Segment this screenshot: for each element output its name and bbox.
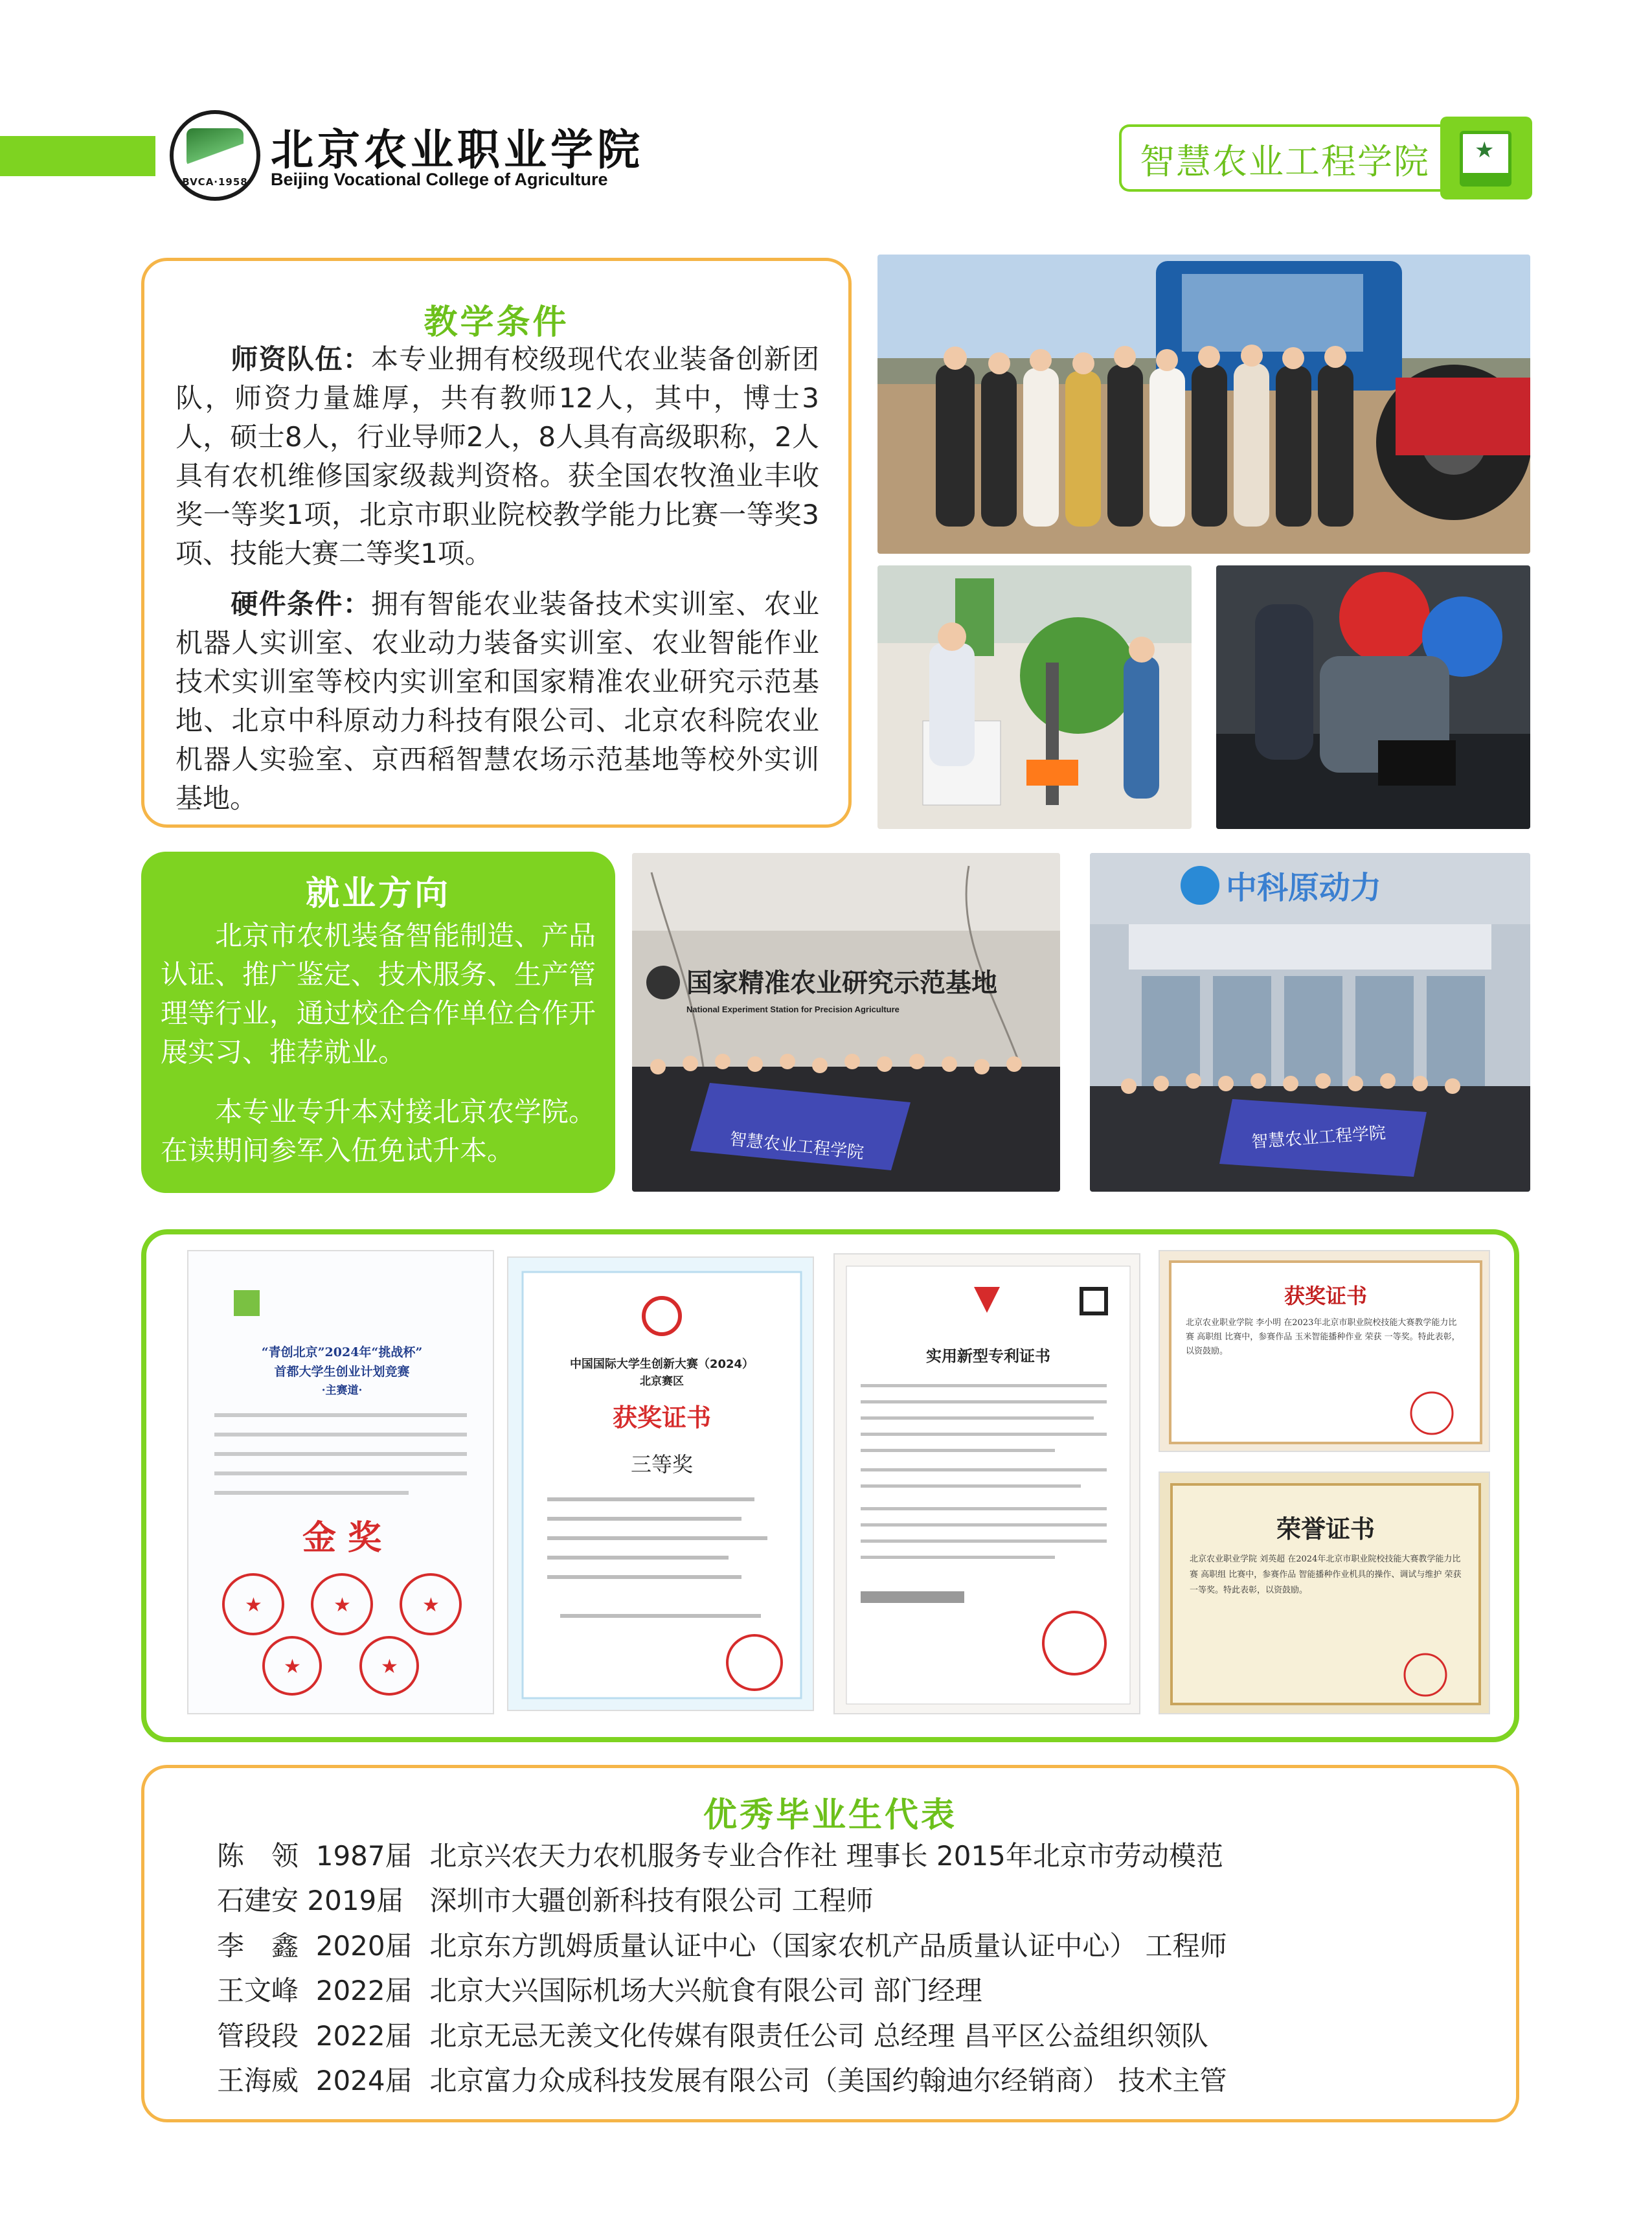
alumni-detail: 深圳市大疆创新科技有限公司 工程师 xyxy=(429,1885,874,1916)
certificate-award-li xyxy=(1159,1250,1490,1452)
employment-text-1-body: 北京市农机装备智能制造、产品认证、推广鉴定、技术服务、生产管理等行业，通过校企合作单位合作开展实习、推荐就业。 xyxy=(161,920,596,1068)
alumni-year: 2020届 xyxy=(315,1930,413,1962)
employment-text-2 xyxy=(161,1093,596,1170)
alumni-name: 管段段 xyxy=(217,2020,299,2052)
c1-sub2: ·主赛道· xyxy=(321,1384,363,1397)
alumni-year: 2022届 xyxy=(315,1975,413,2006)
team-tractor-photo xyxy=(877,255,1530,554)
svg-text:★: ★ xyxy=(284,1655,301,1678)
alumni-name: 李 鑫 xyxy=(217,1930,299,1962)
c3-title: 实用新型专利证书 xyxy=(926,1347,1050,1365)
certificate-challenge-cup xyxy=(187,1250,494,1714)
alumni-row xyxy=(217,1970,982,2008)
c2-event: 中国国际大学生创新大赛（2024） xyxy=(569,1357,754,1371)
svg-text:★: ★ xyxy=(422,1594,440,1617)
c1-award: 金 奖 xyxy=(302,1518,382,1558)
alumni-detail: 北京东方凯姆质量认证中心（国家农机产品质量认证中心） 工程师 xyxy=(429,1930,1227,1962)
c4-text: 北京农业职业学院 李小明 在2023年北京市职业院校技能大赛教学能力比赛 高职组 比赛中，参赛作品 玉米智能播种作业 荣获 一等奖。特此表彰，以资鼓励。 xyxy=(1186,1318,1460,1356)
hardware-text: 拥有智能农业装备技术实训室、农业机器人实训室、农业动力装备实训室、农业智能作业技术实训室等校内实训室和国家精准农业研究示范基地、北京中科原动力科技有限公司、北京农科院农业机器人实验室、京西稻智慧农场示范基地等校外实训基地。 xyxy=(175,588,819,814)
alumni-row xyxy=(217,2015,1208,2054)
faculty-paragraph xyxy=(175,340,819,573)
seal-text: BVCA·1958 xyxy=(182,176,248,188)
alumni-detail: 北京无忌无羡文化传媒有限责任公司 总经理 昌平区公益组织领队 xyxy=(429,2020,1209,2052)
base-sign-cn: 国家精准农业研究示范基地 xyxy=(686,968,997,998)
school-name-cn: 北京农业职业学院 xyxy=(271,124,644,175)
svg-text:★: ★ xyxy=(334,1594,351,1617)
faculty-text: 本专业拥有校级现代农业装备创新团队，师资力量雄厚，共有教师12人，其中，博士3人，硕士8人，行业导师2人，8人具有高级职称，2人具有农机维修国家级裁判资格。获全国农牧渔业丰收奖一等奖1项，北京市职业院校教学能力比赛一等奖3项、技能大赛二等奖1项。 xyxy=(175,343,819,569)
c5-title: 荣誉证书 xyxy=(1276,1514,1375,1543)
c2-title: 获奖证书 xyxy=(612,1403,712,1432)
alumni-year: 1987届 xyxy=(315,1840,413,1872)
alumni-title: 优秀毕业生代表 xyxy=(703,1796,957,1835)
c1-sub: 首都大学生创业计划竞赛 xyxy=(274,1365,410,1379)
logo-landscape-icon xyxy=(187,128,243,167)
svg-text:★: ★ xyxy=(245,1594,262,1617)
alumni-detail: 北京兴农天力农机服务专业合作社 理事长 2015年北京市劳动模范 xyxy=(429,1840,1223,1872)
employment-title: 就业方向 xyxy=(305,874,451,913)
department-label: 智慧农业工程学院 xyxy=(1140,141,1430,182)
machinery-repair-photo xyxy=(1216,565,1530,829)
certificate-honor-liu xyxy=(1159,1471,1490,1714)
certificate-utility-patent xyxy=(833,1253,1140,1714)
banner-text-2: 智慧农业工程学院 xyxy=(1250,1123,1386,1152)
employment-text-2-body: 本专业专升本对接北京农学院。在读期间参军入伍免试升本。 xyxy=(161,1096,596,1166)
school-name-en: Beijing Vocational College of Agriculture xyxy=(271,170,608,189)
certificate-innovation-contest xyxy=(507,1256,814,1711)
header-accent-bar xyxy=(0,136,155,176)
precision-base-group-photo xyxy=(632,853,1060,1192)
alumni-name: 王海威 xyxy=(217,2065,299,2096)
faculty-label: 师资队伍： xyxy=(230,343,371,375)
alumni-year: 2022届 xyxy=(315,2020,413,2052)
alumni-detail: 北京富力众成科技发展有限公司（美国约翰迪尔经销商） 技术主管 xyxy=(429,2065,1227,2096)
alumni-name: 石建安 xyxy=(217,1885,299,1916)
book-spine xyxy=(1463,173,1508,183)
base-sign-en: National Experiment Station for Precision Agriculture xyxy=(686,1005,900,1014)
c4-title: 获奖证书 xyxy=(1284,1284,1368,1308)
hardware-paragraph xyxy=(175,585,819,818)
college-logo-seal xyxy=(170,110,260,201)
c5-text: 北京农业职业学院 刘英超 在2024年北京市职业院校技能大赛教学能力比赛 高职组 比赛中，参赛作品 智能播种作业机具的操作、调试与维护 荣获 一等奖。特此表彰，以资鼓励。 xyxy=(1190,1554,1462,1595)
banner-text-1: 智慧农业工程学院 xyxy=(729,1130,865,1163)
alumni-year: 2024届 xyxy=(315,2065,413,2096)
star-icon: ★ xyxy=(1475,137,1495,163)
alumni-detail: 北京大兴国际机场大兴航食有限公司 部门经理 xyxy=(429,1975,982,2006)
alumni-card xyxy=(141,1765,1519,2122)
robot-lab-photo xyxy=(877,565,1192,829)
alumni-name: 王文峰 xyxy=(217,1975,299,2006)
employment-card xyxy=(141,852,615,1193)
alumni-row xyxy=(217,1880,874,1918)
alumni-row xyxy=(217,2060,1227,2098)
teaching-conditions-card xyxy=(141,258,852,828)
alumni-row xyxy=(217,1925,1227,1964)
alumni-name: 陈 领 xyxy=(217,1840,299,1872)
hardware-label: 硬件条件： xyxy=(230,588,371,620)
teaching-title: 教学条件 xyxy=(424,303,569,342)
c2-region: 北京赛区 xyxy=(640,1375,684,1388)
employment-text-1 xyxy=(161,916,596,1072)
company-visit-photo xyxy=(1090,853,1530,1192)
alumni-year: 2019届 xyxy=(307,1885,404,1916)
c2-award: 三等奖 xyxy=(630,1452,694,1477)
alumni-row xyxy=(217,1835,1223,1874)
svg-text:★: ★ xyxy=(381,1655,398,1678)
book-star-icon xyxy=(1460,131,1511,187)
c1-title: “青创北京”2024年“挑战杯” xyxy=(261,1345,423,1359)
company-sign: 中科原动力 xyxy=(1226,870,1382,906)
